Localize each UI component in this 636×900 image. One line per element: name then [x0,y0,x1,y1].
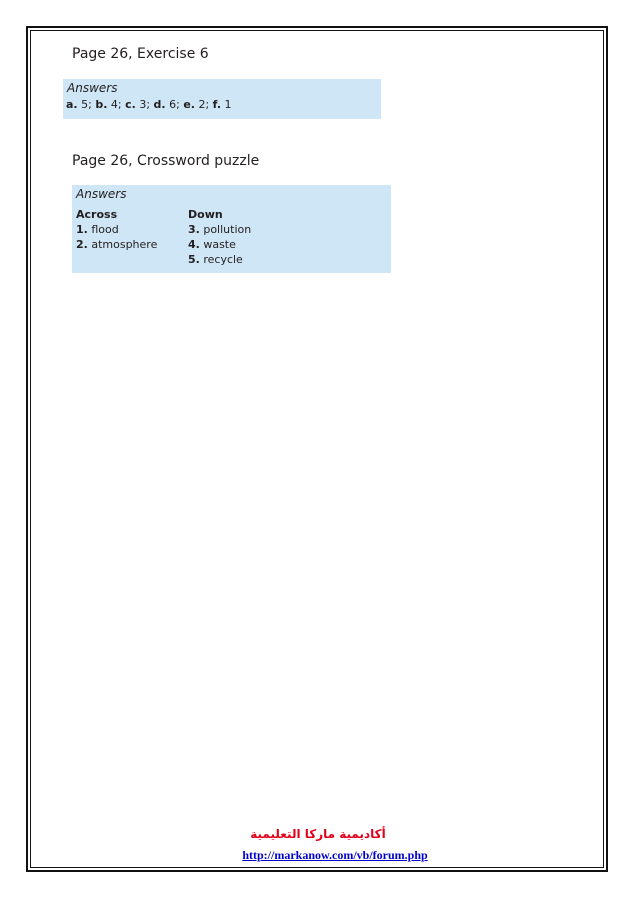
list-item: 3. pollution [188,223,252,236]
exercise-6-heading: Page 26, Exercise 6 [72,46,209,62]
across-column [76,207,157,252]
crossword-heading: Page 26, Crossword puzzle [72,153,260,169]
list-item: 4. waste [188,238,236,251]
answer-item: a. 5; [66,98,92,111]
answers-label: Answers [67,81,118,95]
answer-item: b. 4; [95,98,122,111]
list-item: 1. flood [76,223,119,236]
crossword-answers-box [72,185,391,273]
down-column [188,207,251,267]
answer-item: c. 3; [125,98,151,111]
footer-forum-link[interactable]: http://markanow.com/vb/forum.php [242,848,428,862]
answer-item: f. 1 [212,98,232,111]
exercise-6-answer-line [66,98,232,111]
list-item: 2. atmosphere [76,238,158,251]
answer-item: d. 6; [153,98,180,111]
list-item: 5. recycle [188,253,243,266]
answer-item: e. 2; [183,98,210,111]
down-title: Down [188,208,223,221]
across-title: Across [76,208,118,221]
footer-academy-name: أكاديمية ماركا التعليمية [250,827,386,841]
answers-label: Answers [76,187,127,201]
exercise-6-answers-box [63,79,381,119]
